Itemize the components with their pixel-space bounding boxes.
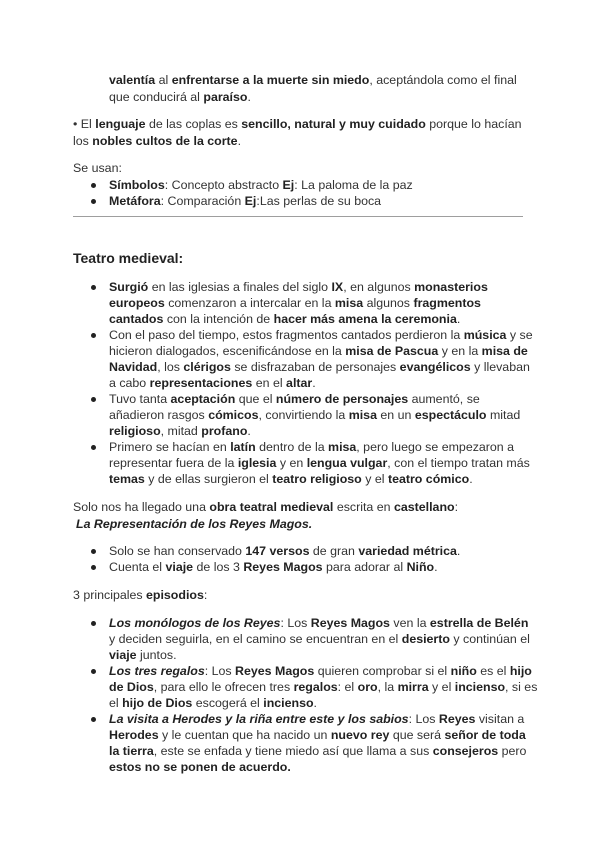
list-item: Los monólogos de los Reyes: Los Reyes Magos ven la estrella de Belén y deciden seguirla, en el camino se encuentran en el desierto y continúan el viaje juntos.: [109, 615, 537, 663]
lenguaje-line-1: • El lenguaje de las coplas es sencillo, natural y muy cuidado porque lo hacían: [73, 117, 522, 131]
list-item: Con el paso del tiempo, estos fragmentos cantados perdieron la música y se hicieron dialogados, escenificándose en la misa de Pascua y en la misa de Navidad, los clérigos se disfrazaban de personajes evangélicos y llevaban a cabo representaciones en el altar.: [109, 327, 533, 391]
list-item: Cuenta el viaje de los 3 Reyes Magos para adorar al Niño.: [109, 559, 460, 575]
list-item: La visita a Herodes y la riña entre este y los sabios: Los Reyes visitan a Herodes y le cuentan que ha nacido un nuevo rey que será señor de toda la tierra, este se enfada y tiene miedo así que llama a sus consejeros pero estos no se ponen de acuerdo.: [109, 711, 537, 775]
list-item: Primero se hacían en latín dentro de la misa, pero luego se empezaron a representar fuera de la iglesia y en lengua vulgar, con el tiempo tratan más temas y de ellas surgieron el teatro religioso y el teatro cómico.: [109, 439, 533, 487]
obra-line: Solo nos ha llegado una obra teatral medieval escrita en castellano:: [73, 500, 459, 514]
list-item: Metáfora: Comparación Ej:Las perlas de su boca: [109, 193, 413, 209]
bullet-icon: [91, 669, 96, 674]
intro-line-2: que conducirá al paraíso.: [109, 90, 251, 104]
figures-list: [109, 177, 413, 209]
horizontal-rule: [73, 216, 523, 217]
episodios-list: [109, 615, 537, 775]
bullet-icon: [91, 397, 96, 402]
bullet-icon: [91, 717, 96, 722]
se-usan-label: Se usan:: [73, 161, 122, 175]
lenguaje-line-2: los nobles cultos de la corte.: [73, 134, 242, 148]
list-item: Símbolos: Concepto abstracto Ej: La paloma de la paz: [109, 177, 413, 193]
obra-list: [109, 543, 460, 575]
bullet-icon: [91, 333, 96, 338]
bullet-icon: [91, 199, 96, 204]
list-item: Surgió en las iglesias a finales del siglo IX, en algunos monasterios europeos comenzaron a intercalar en la misa algunos fragmentos cantados con la intención de hacer más amena la ceremonia.: [109, 279, 533, 327]
bullet-icon: [91, 285, 96, 290]
section-heading: Teatro medieval:: [73, 250, 184, 266]
list-item: Los tres regalos: Los Reyes Magos quieren comprobar si el niño es el hijo de Dios, para ello le ofrecen tres regalos: el oro, la mirra y el incienso, si es el hijo de Dios escogerá el incienso.: [109, 663, 537, 711]
intro-line-1: valentía al enfrentarse a la muerte sin miedo, aceptándola como el final: [109, 73, 517, 87]
teatro-list: [109, 279, 533, 487]
list-item: Tuvo tanta aceptación que el número de personajes aumentó, se añadieron rasgos cómicos, convirtiendo la misa en un espectáculo mitad religioso, mitad profano.: [109, 391, 533, 439]
obra-title: La Representación de los Reyes Magos.: [76, 517, 313, 531]
bullet-icon: [91, 621, 96, 626]
episodios-line: 3 principales episodios:: [73, 588, 208, 602]
bullet-icon: [91, 183, 96, 188]
list-item: Solo se han conservado 147 versos de gran variedad métrica.: [109, 543, 460, 559]
bullet-icon: [91, 445, 96, 450]
bullet-icon: [91, 565, 96, 570]
bullet-icon: [91, 549, 96, 554]
